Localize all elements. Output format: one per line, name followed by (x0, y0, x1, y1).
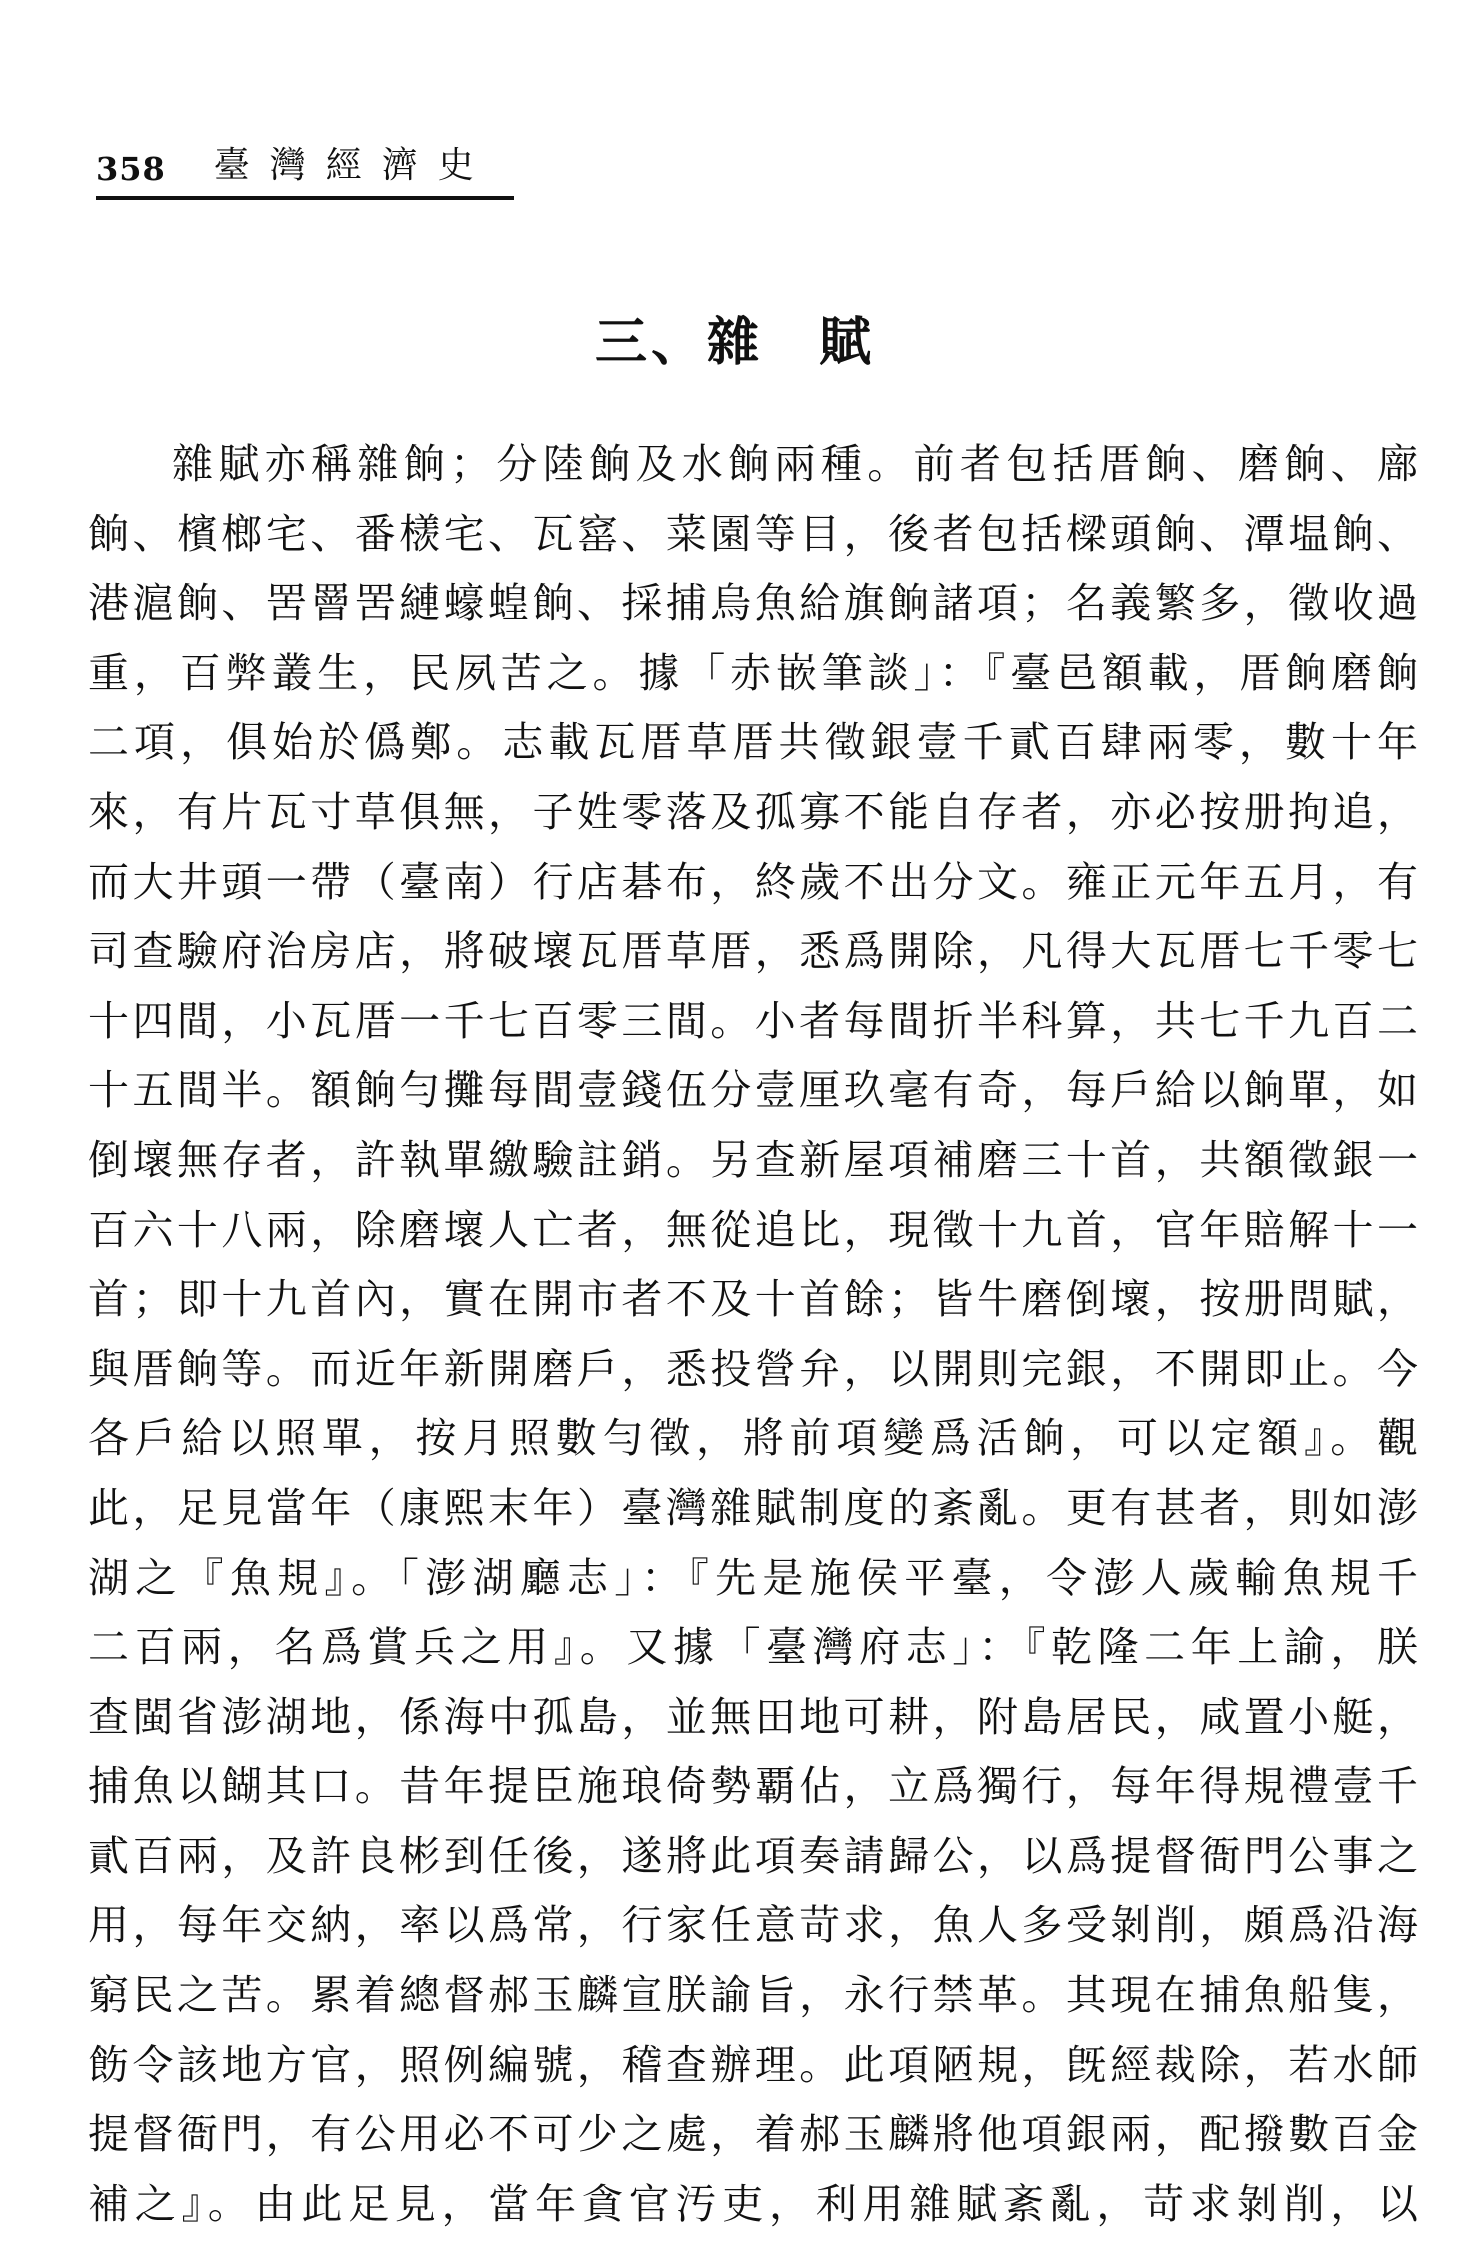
text-line: 用，每年交納，率以爲常，行家任意苛求，魚人多受剝削，頗爲沿海 (88, 1901, 1418, 1950)
text-line: 倒壞無存者，許執單繳驗註銷。另查新屋項補磨三十首，共額徵銀一 (88, 1135, 1418, 1184)
text-line: 司查驗府治房店，將破壞瓦厝草厝，悉爲開除，凡得大瓦厝七千零七 (88, 927, 1418, 976)
text-line: 重，百弊叢生，民夙苦之。據「赤嵌筆談」：『臺邑額載，厝餉磨餉 (88, 648, 1418, 697)
text-line: 餉、檳榔宅、番檨宅、瓦窰、菜園等目，後者包括樑頭餉、潭塭餉、 (88, 509, 1418, 558)
text-line: 十五間半。額餉勻攤每間壹錢伍分壹厘玖毫有奇，每戶給以餉單，如 (88, 1066, 1418, 1115)
text-line: 雜賦亦稱雜餉；分陸餉及水餉兩種。前者包括厝餉、磨餉、廍 (172, 440, 1418, 488)
text-line: 查閩省澎湖地，係海中孤島，並無田地可耕，附島居民，咸置小艇， (88, 1692, 1418, 1741)
text-line: 二項，俱始於僞鄭。志載瓦厝草厝共徵銀壹千貳百肆兩零，數十年 (88, 718, 1418, 767)
text-line: 各戶給以照單，按月照數勻徵，將前項變爲活餉，可以定額』。觀 (88, 1414, 1418, 1463)
text-line: 提督衙門，有公用必不可少之處，着郝玉麟將他項銀兩，配撥數百金 (88, 2110, 1418, 2159)
text-line: 二百兩，名爲賞兵之用』。又據「臺灣府志」：『乾隆二年上諭，朕 (88, 1623, 1418, 1672)
text-line: 十四間，小瓦厝一千七百零三間。小者每間折半科算，共七千九百二 (88, 996, 1418, 1045)
text-line: 窮民之苦。累着總督郝玉麟宣朕諭旨，永行禁革。其現在捕魚船隻， (88, 1971, 1418, 2020)
text-line: 百六十八兩，除磨壞人亡者，無從追比，現徵十九首，官年賠解十一 (88, 1205, 1418, 1254)
text-line: 來，有片瓦寸草俱無，子姓零落及孤寡不能自存者，亦必按册拘追， (88, 787, 1418, 836)
text-line: 首；即十九首內，實在開市者不及十首餘；皆牛磨倒壞，按册問賦， (88, 1275, 1418, 1324)
page-number: 358 (96, 150, 166, 188)
section-heading: 三、雜 賦 (594, 313, 875, 373)
text-line: 與厝餉等。而近年新開磨戶，悉投營弁，以開則完銀，不開即止。今 (88, 1344, 1418, 1393)
text-line: 此，足見當年（康熙末年）臺灣雜賦制度的紊亂。更有甚者，則如澎 (88, 1483, 1418, 1532)
text-line: 飭令該地方官，照例編號，稽查辦理。此項陋規，旣經裁除，若水師 (88, 2040, 1418, 2089)
running-header (96, 145, 514, 200)
text-line: 補之』。由此足見，當年貪官汚吏，利用雜賦紊亂，苛求剝削，以 (88, 2179, 1418, 2228)
text-line: 而大井頭一帶（臺南）行店碁布，終歲不出分文。雍正元年五月，有 (88, 857, 1418, 906)
body-paragraph (88, 430, 1418, 2239)
book-title: 臺灣經濟史 (213, 145, 494, 186)
text-line: 貳百兩，及許良彬到任後，遂將此項奏請歸公，以爲提督衙門公事之 (88, 1831, 1418, 1880)
text-line: 港滬餉、罟罾罟縺蠔蝗餉、採捕烏魚給旗餉諸項；名義繁多，徵收過 (88, 579, 1418, 628)
text-line: 湖之『魚規』。「澎湖廳志」：『先是施侯平臺，令澎人歲輸魚規千 (88, 1553, 1418, 1602)
text-line: 捕魚以餬其口。昔年提臣施琅倚勢覇佔，立爲獨行，每年得規禮壹千 (88, 1762, 1418, 1811)
